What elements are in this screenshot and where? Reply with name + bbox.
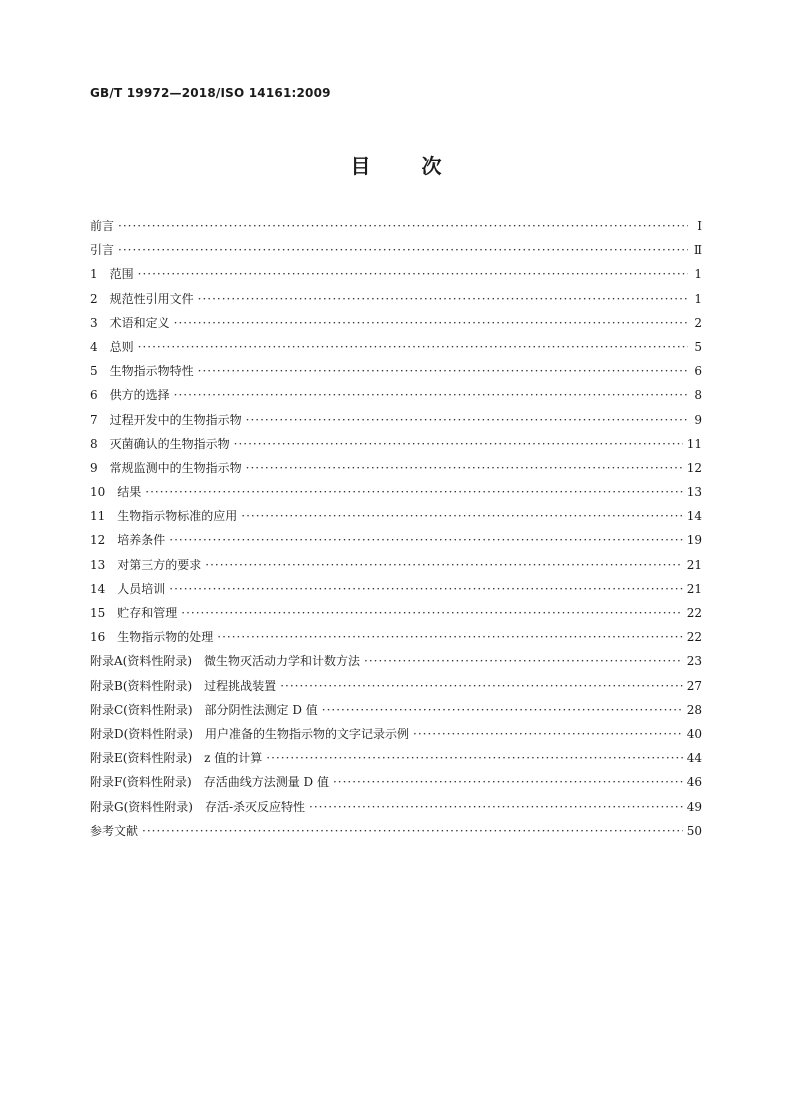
toc-entry-label: 12 培养条件 (90, 533, 166, 548)
toc-entry[interactable] (90, 698, 702, 722)
toc-entry[interactable] (90, 625, 702, 649)
toc-entry[interactable] (90, 480, 702, 504)
toc-leader-dots (322, 698, 683, 722)
toc-leader-dots (205, 553, 682, 577)
toc-entry-label: 8 灭菌确认的生物指示物 (90, 436, 230, 451)
toc-entry[interactable] (90, 819, 702, 843)
toc-entry-label: 5 生物指示物特性 (90, 364, 194, 379)
toc-leader-dots (333, 770, 683, 794)
table-of-contents (90, 214, 702, 843)
toc-entry-label: 13 对第三方的要求 (90, 557, 202, 572)
toc-leader-dots (138, 335, 688, 359)
toc-entry-label: 3 术语和定义 (90, 315, 170, 330)
toc-leader-dots (169, 577, 682, 601)
toc-entry[interactable] (90, 408, 702, 432)
toc-leader-dots (309, 795, 683, 819)
toc-entry[interactable] (90, 649, 702, 673)
toc-entry-label: 15 贮存和管理 (90, 606, 178, 620)
toc-entry-page: 21 (686, 557, 702, 572)
toc-entry-page: 9 (694, 412, 702, 427)
toc-entry-page: 2 (694, 315, 702, 330)
toc-leader-dots (241, 504, 682, 528)
toc-entry-page: 28 (686, 702, 702, 717)
toc-leader-dots (198, 287, 688, 311)
toc-entry-label: 1 范围 (90, 267, 134, 282)
toc-entry[interactable] (90, 577, 702, 601)
toc-entry-label: 附录F(资料性附录) 存活曲线方法测量 D 值 (90, 775, 329, 790)
toc-leader-dots (118, 238, 688, 262)
toc-entry-label: 14 人员培训 (90, 581, 166, 596)
toc-entry-page: 14 (686, 509, 702, 524)
toc-leader-dots (280, 674, 683, 698)
toc-leader-dots (169, 528, 682, 552)
toc-entry-label: 6 供方的选择 (90, 388, 170, 403)
toc-entry-page: 50 (686, 823, 702, 838)
toc-leader-dots (413, 722, 683, 746)
toc-entry-label: 附录C(资料性附录) 部分阴性法测定 D 值 (90, 702, 318, 717)
toc-entry[interactable] (90, 553, 702, 577)
toc-entry-label: 7 过程开发中的生物指示物 (90, 412, 242, 427)
toc-entry-label: 附录B(资料性附录) 过程挑战装置 (90, 678, 277, 693)
toc-entry-label: 引言 (90, 243, 115, 258)
toc-entry-page: 1 (694, 267, 702, 282)
toc-entry-label: 附录D(资料性附录) 用户准备的生物指示物的文字记录示例 (90, 726, 409, 741)
toc-entry-page: 22 (686, 606, 702, 620)
toc-entry-page: 8 (694, 388, 702, 403)
toc-entry-label: 2 规范性引用文件 (90, 291, 194, 306)
toc-leader-dots (142, 819, 683, 843)
toc-entry[interactable] (90, 335, 702, 359)
toc-entry-page: Ⅱ (693, 243, 702, 258)
toc-entry[interactable] (90, 770, 702, 794)
toc-leader-dots (181, 601, 682, 625)
toc-leader-dots (246, 408, 688, 432)
toc-entry-page: 49 (686, 799, 702, 814)
toc-leader-dots (145, 480, 682, 504)
toc-entry[interactable] (90, 456, 702, 480)
toc-leader-dots (234, 432, 683, 456)
toc-entry-label: 前言 (90, 219, 115, 233)
toc-entry[interactable] (90, 262, 702, 286)
toc-leader-dots (198, 359, 688, 383)
toc-entry[interactable] (90, 359, 702, 383)
toc-entry-page: 6 (694, 364, 702, 379)
toc-entry-label: 附录G(资料性附录) 存活-杀灭反应特性 (90, 799, 306, 814)
toc-entry-page: 22 (686, 630, 702, 645)
toc-entry-label: 9 常规监测中的生物指示物 (90, 460, 242, 475)
toc-entry-page: 23 (686, 654, 702, 669)
toc-entry-page: 44 (686, 751, 702, 766)
toc-entry[interactable] (90, 722, 702, 746)
toc-entry-label: 附录E(资料性附录) z 值的计算 (90, 751, 263, 766)
toc-entry-page: 13 (686, 485, 702, 500)
toc-leader-dots (217, 625, 682, 649)
toc-entry-page: 46 (686, 775, 702, 790)
toc-leader-dots (266, 746, 682, 770)
toc-entry[interactable] (90, 311, 702, 335)
standard-number: GB/T 19972—2018/ISO 14161:2009 (90, 86, 331, 100)
toc-entry-label: 附录A(资料性附录) 微生物灭活动力学和计数方法 (90, 654, 361, 669)
toc-entry[interactable] (90, 432, 702, 456)
toc-entry-label: 10 结果 (90, 485, 142, 500)
toc-entry[interactable] (90, 214, 702, 238)
toc-entry-label: 11 生物指示物标准的应用 (90, 509, 238, 524)
toc-entry-label: 参考文献 (90, 823, 139, 838)
toc-entry-label: 16 生物指示物的处理 (90, 630, 214, 645)
toc-entry-page: 11 (686, 436, 702, 451)
toc-entry[interactable] (90, 746, 702, 770)
toc-entry-page: Ⅰ (697, 219, 702, 233)
toc-leader-dots (174, 311, 688, 335)
toc-leader-dots (246, 456, 683, 480)
toc-entry-page: 19 (686, 533, 702, 548)
toc-entry-page: 1 (694, 291, 702, 306)
page-title: 目 次 (350, 154, 442, 178)
toc-entry[interactable] (90, 528, 702, 552)
toc-entry-page: 12 (686, 460, 702, 475)
toc-entry[interactable] (90, 383, 702, 407)
toc-leader-dots (138, 262, 688, 286)
toc-entry-page: 40 (686, 726, 702, 741)
toc-entry[interactable] (90, 238, 702, 262)
toc-entry-label: 4 总则 (90, 339, 134, 354)
toc-entry[interactable] (90, 601, 702, 625)
toc-entry-page: 27 (686, 678, 702, 693)
toc-leader-dots (118, 214, 688, 238)
toc-entry[interactable] (90, 674, 702, 698)
toc-entry[interactable] (90, 504, 702, 528)
toc-entry[interactable] (90, 287, 702, 311)
toc-leader-dots (364, 649, 683, 673)
toc-leader-dots (174, 383, 688, 407)
toc-entry[interactable] (90, 795, 702, 819)
toc-entry-page: 5 (694, 339, 702, 354)
toc-entry-page: 21 (686, 581, 702, 596)
